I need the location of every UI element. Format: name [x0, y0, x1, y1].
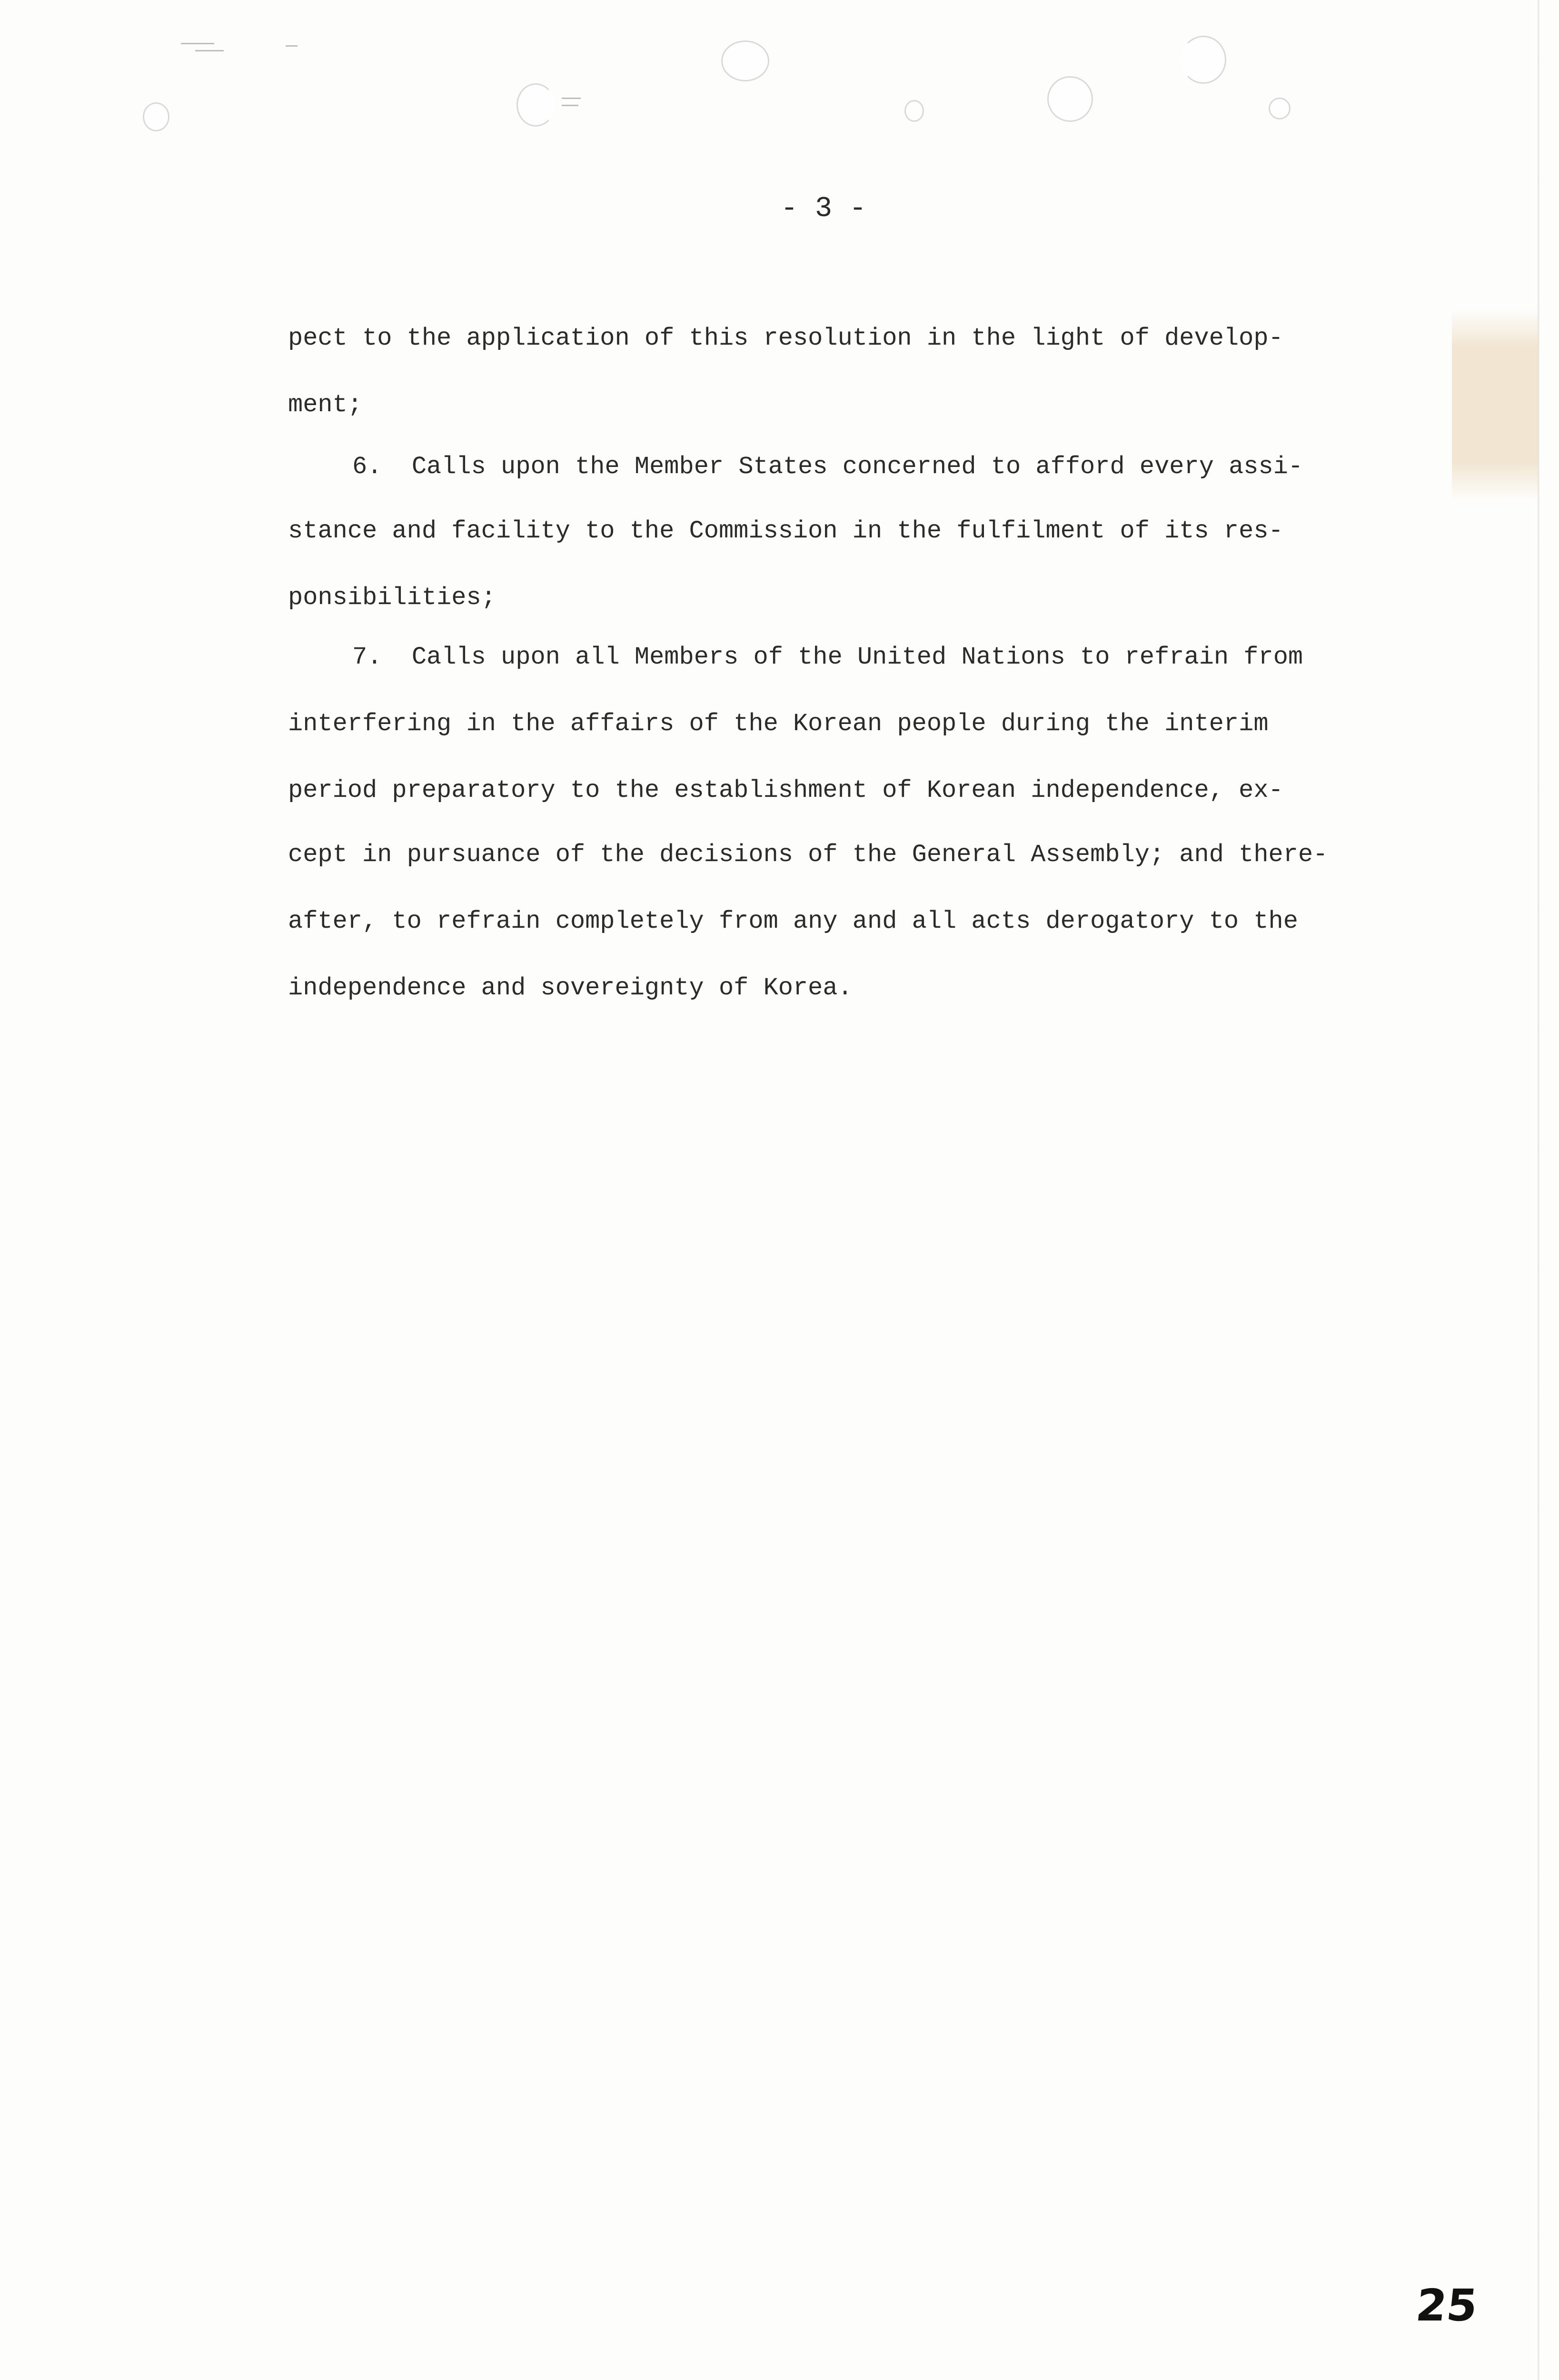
punch-hole — [1269, 98, 1291, 119]
body-line: ponsibilities; — [288, 584, 496, 612]
stray-mark — [195, 50, 224, 51]
punch-hole — [516, 83, 555, 127]
stray-mark — [562, 105, 578, 106]
body-line: interfering in the affairs of the Korean people during the interim — [288, 710, 1269, 738]
handwritten-folio-number: 25 — [1413, 2280, 1480, 2331]
body-line: stance and facility to the Commission in the fulfilment of its res- — [288, 517, 1283, 545]
body-line: ment; — [288, 391, 363, 419]
body-line: pect to the application of this resolution in the light of develop- — [288, 324, 1283, 352]
stray-mark — [562, 98, 581, 99]
punch-hole — [143, 102, 169, 131]
paper-stain — [1452, 309, 1539, 500]
stray-mark — [181, 43, 214, 44]
body-line: 7. Calls upon all Members of the United Nations to refrain from — [352, 643, 1303, 671]
body-line: independence and sovereignty of Korea. — [288, 974, 853, 1002]
punch-hole — [721, 40, 769, 81]
stray-mark — [286, 45, 298, 47]
page-number: - 3 - — [781, 193, 867, 225]
punch-hole — [904, 100, 924, 122]
punch-hole — [1181, 36, 1226, 84]
body-line: 6. Calls upon the Member States concerned to afford every assi- — [352, 453, 1303, 481]
punch-hole — [1047, 76, 1093, 122]
body-line: period preparatory to the establishment of Korean independence, ex- — [288, 776, 1283, 804]
body-line: after, to refrain completely from any and all acts derogatory to the — [288, 907, 1298, 935]
body-line: cept in pursuance of the decisions of the General Assembly; and there- — [288, 841, 1328, 869]
